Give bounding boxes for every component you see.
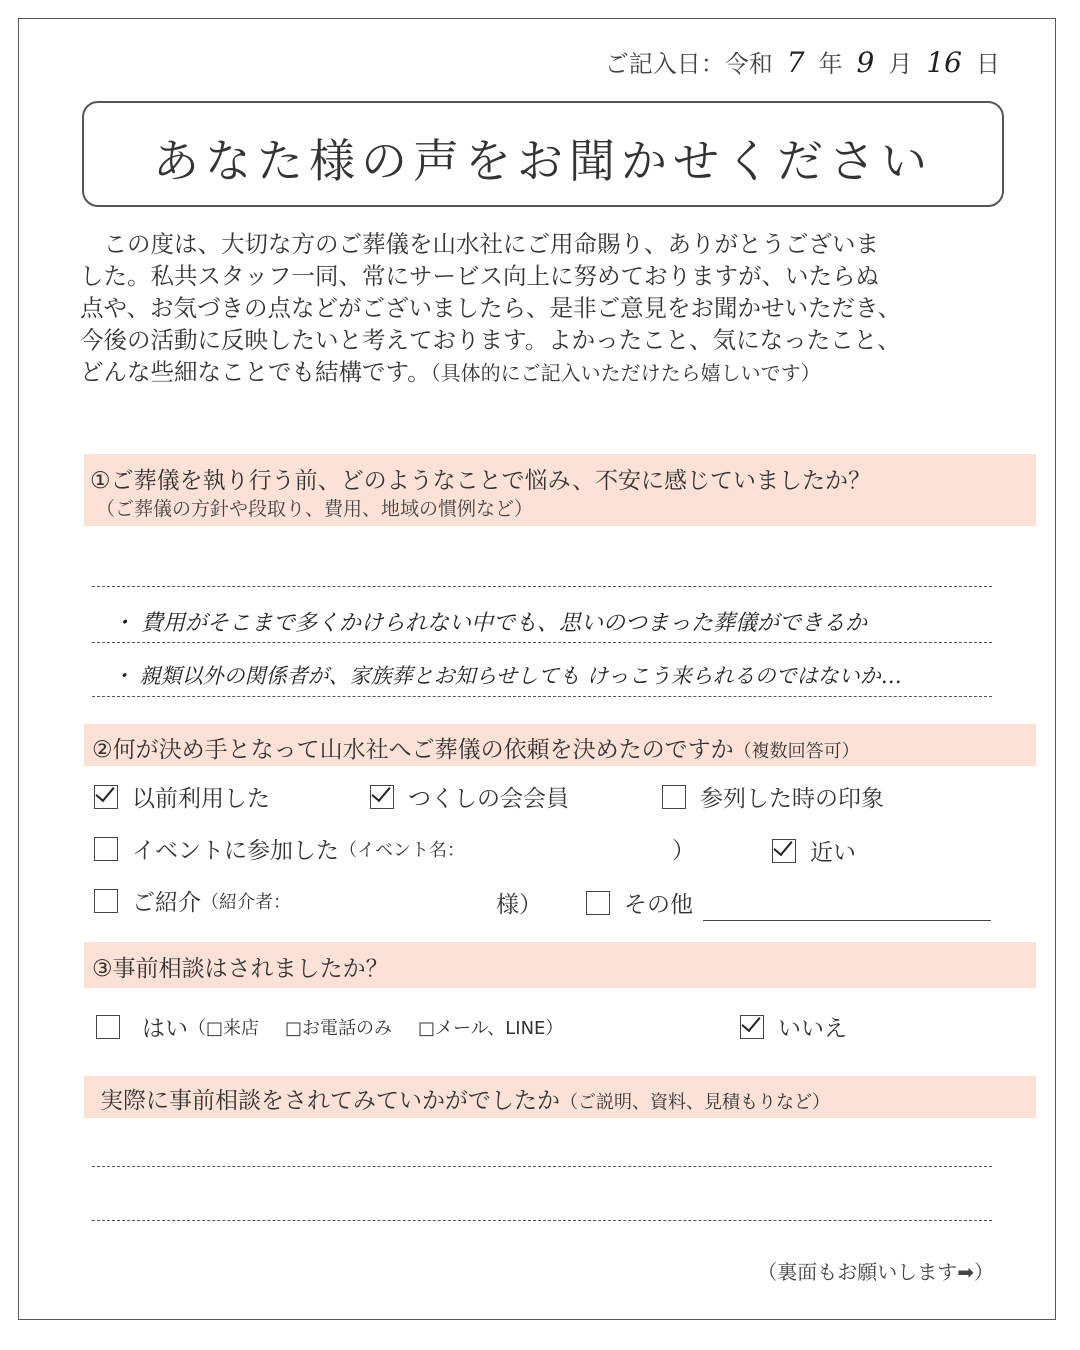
checkbox[interactable]: [772, 839, 796, 863]
intro-line: [80, 356, 1010, 389]
date-label: ご記入日：令和: [604, 50, 773, 78]
q2-note: （複数回答可）: [733, 741, 860, 762]
q1-question: ①ご葬儀を執り行う前、どのようなことで悩み、不安に感じていましたか？: [90, 468, 871, 494]
answer-line: [92, 1220, 992, 1221]
sub-option-mail-line[interactable]: □メール、LINE: [418, 1017, 546, 1039]
date-day-unit: 日: [976, 50, 1000, 78]
q3-question: ③事前相談はされましたか？: [92, 956, 389, 982]
answer-line: [92, 586, 992, 587]
sub-option-visit[interactable]: □来店: [206, 1017, 260, 1039]
option-tsukushi-member[interactable]: つくしの会会員: [370, 780, 569, 813]
option-referral[interactable]: ご紹介 （紹介者：: [94, 884, 291, 917]
checkbox[interactable]: [94, 889, 118, 913]
option-other[interactable]: その他: [586, 886, 693, 919]
answer-line: [92, 696, 992, 697]
option-used-before[interactable]: 以前利用した: [94, 780, 270, 813]
sub-option-phone[interactable]: □お電話のみ: [285, 1017, 393, 1039]
checkbox[interactable]: [96, 1015, 120, 1039]
entry-date: [605, 44, 1000, 79]
q4-question: 実際に事前相談をされてみていかがでしたか（ご説明、資料、見積もりなど）: [100, 1088, 830, 1114]
intro-line: した。私共スタッフ一同、常にサービス向上に努めておりますが、いたらぬ: [80, 262, 879, 290]
footer-note: （裏面もお願いします➡）: [757, 1260, 994, 1284]
checkbox[interactable]: [94, 837, 118, 861]
checkbox[interactable]: [370, 785, 394, 809]
q1-subtext: （ご葬儀の方針や段取り、費用、地域の慣例など）: [96, 498, 534, 520]
answer-line: [92, 642, 992, 643]
title-box: [82, 101, 1004, 207]
q1-answer-2[interactable]: ・ 親類以外の関係者が、家族葬とお知らせしても けっこう来られるのではないか…: [112, 664, 902, 688]
event-name-label: （イベント名：: [339, 839, 465, 861]
date-month[interactable]: 9: [856, 46, 875, 79]
intro-line: 今後の活動に反映したいと考えております。よかったこと、気になったこと、: [80, 326, 901, 354]
checkbox[interactable]: [586, 891, 610, 915]
event-close: ）: [672, 838, 695, 864]
checkbox[interactable]: [740, 1015, 764, 1039]
intro-line: この度は、大切な方のご葬儀を山水社にご用命賜り、ありがとうございま: [80, 230, 879, 258]
date-month-unit: 月: [888, 50, 913, 78]
option-consult-no[interactable]: いいえ: [740, 1010, 847, 1043]
other-input-line[interactable]: [703, 920, 991, 921]
q2-question: ②何が決め手となって山水社へご葬儀の依頼を決めたのですか（複数回答可）: [92, 737, 860, 763]
date-day[interactable]: 16: [926, 46, 962, 79]
intro-text: [80, 228, 1010, 389]
referrer-label: （紹介者：: [201, 891, 291, 913]
date-year-unit: 年: [818, 50, 843, 78]
option-impression[interactable]: 参列した時の印象: [662, 780, 884, 813]
checkbox[interactable]: [662, 785, 686, 809]
intro-last-note: （具体的にご記入いただけたら嬉しいです）: [430, 361, 821, 385]
intro-line: 点や、お気づきの点などがございましたら、是非ご意見をお聞かせいただき、: [80, 294, 902, 322]
option-consult-yes[interactable]: はい （ □来店 □お電話のみ □メール、LINE ）: [96, 1010, 563, 1043]
date-year[interactable]: 7: [786, 46, 805, 79]
option-near[interactable]: 近い: [772, 834, 856, 867]
answer-line: [92, 1166, 992, 1167]
option-event[interactable]: イベントに参加した （イベント名：: [94, 832, 465, 865]
intro-last-line: どんな些細なことでも結構です。: [80, 358, 431, 386]
checkbox[interactable]: [94, 785, 118, 809]
page-title: あなた様の声をお聞かせください: [153, 134, 933, 188]
q4-note: （ご説明、資料、見積もりなど）: [560, 1092, 830, 1113]
referrer-suffix: 様）: [496, 892, 542, 918]
q1-answer-1[interactable]: ・ 費用がそこまで多くかけられない中でも、思いのつまった葬儀ができるか: [112, 611, 867, 636]
